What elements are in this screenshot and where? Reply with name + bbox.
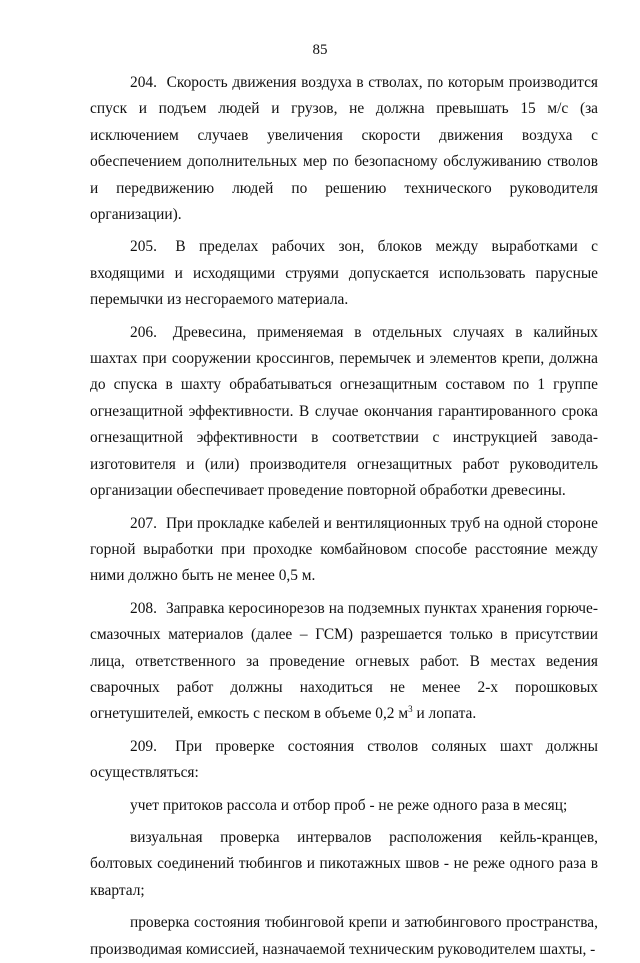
paragraph-number: 209.: [130, 737, 157, 755]
paragraph-number: 208.: [130, 599, 157, 617]
paragraph-text: При проверке состояния стволов соляных шахт должны осуществляться:: [90, 737, 598, 782]
paragraph-206: [90, 320, 598, 505]
paragraph-208: [90, 596, 598, 728]
list-item: учет притоков рассола и отбор проб - не реже одного раза в месяц;: [130, 796, 568, 814]
paragraph-text-end: и лопата.: [412, 705, 477, 723]
paragraph-text: Скорость движения воздуха в стволах, по которым производится спуск и подъем людей и грузов, не должна превышать 15 м/с (за исключением случаев увеличения скорости движения воздуха с обеспечением дополнительных мер по безопасному обслуживанию стволов и передвижению людей по решению технического руководителя организации).: [90, 74, 598, 224]
paragraph-number: 207.: [130, 514, 157, 532]
paragraph-number: 206.: [130, 323, 157, 341]
paragraph-205: [90, 234, 598, 313]
superscript: 3: [408, 704, 413, 715]
paragraph-text: В пределах рабочих зон, блоков между выработками с входящими и исходящими струями допускается использовать парусные перемычки из несгораемого материала.: [90, 238, 598, 309]
list-item: визуальная проверка интервалов расположения кейль-кранцев, болтовых соединений тюбингов и пикотажных швов - не реже одного раза в квартал;: [90, 828, 598, 899]
paragraph-text: Заправка керосинорезов на подземных пунктах хранения горюче-смазочных материалов (далее – ГСМ) разрешается только в присутствии лица, ответственного за проведение огневых работ. В местах ведения сварочных работ должны находиться не менее 2-х порошковых огнетушителей, емкость с песком в объеме 0,2 м: [90, 599, 598, 723]
paragraph-204: [90, 70, 598, 228]
page-number: 85: [312, 42, 328, 58]
paragraph-number: 205.: [130, 238, 157, 256]
paragraph-text: При прокладке кабелей и вентиляционных труб на одной стороне горной выработки при проходке комбайновом способе расстояние между ними должно быть не менее 0,5 м.: [90, 514, 598, 585]
paragraph-207: [90, 511, 598, 590]
paragraph-number: 204.: [130, 74, 157, 91]
paragraph-209: [90, 734, 598, 787]
paragraph-text: Древесина, применяемая в отдельных случаях в калийных шахтах при сооружении кроссингов, перемычек и элементов крепи, должна до спуска в шахту обрабатываться огнезащитным составом по 1 группе огнезащитной эффективности. В случае окончания гарантированного срока огнезащитной эффективности в соответствии с инструкцией завода-изготовителя и (или) производителя огнезащитных работ руководитель организации обеспечивает проведение повторной обработки древесины.: [90, 323, 598, 500]
list-item: проверка состояния тюбинговой крепи и затюбингового пространства, производимая комиссией, назначаемой техническим руководителем шахты, -: [90, 914, 598, 958]
document-body: [90, 70, 598, 963]
